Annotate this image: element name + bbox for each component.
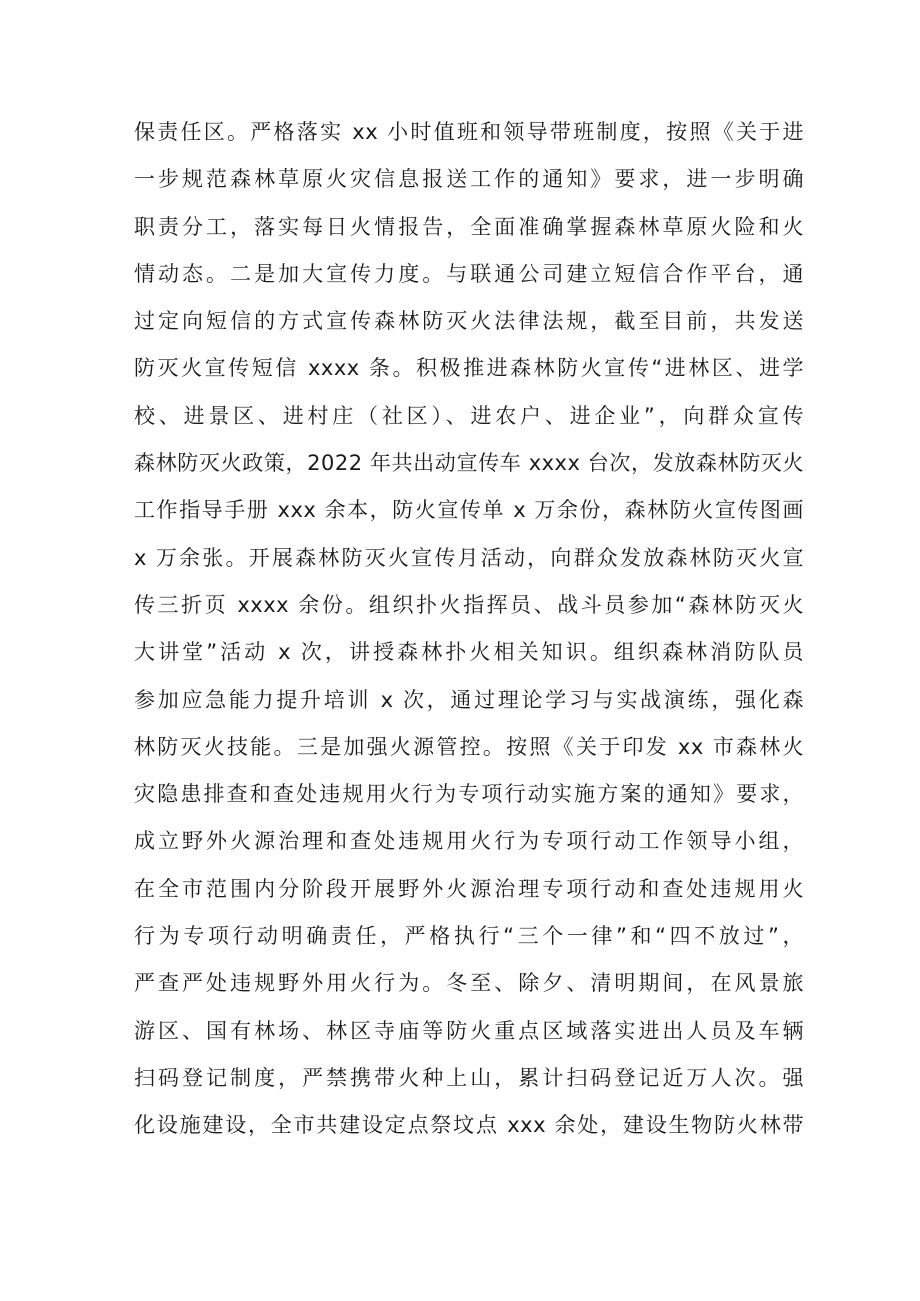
- text-line-21: 扫码登记制度，严禁携带火种上山，累计扫码登记近万人次。强: [134, 1065, 804, 1090]
- text-line-2: 一步规范森林草原火灾信息报送工作的通知》要求，进一步明确: [134, 167, 804, 192]
- text-line-22: 化设施建设，全市共建设定点祭坟点 xxx 余处，建设生物防火林带: [134, 1113, 804, 1138]
- text-line-3: 职责分工，落实每日火情报告，全面准确掌握森林草原火险和火: [134, 214, 804, 239]
- text-line-20: 游区、国有林场、林区寺庙等防火重点区域落实进出人员及车辆: [134, 1018, 804, 1043]
- text-line-4: 情动态。二是加大宣传力度。与联通公司建立短信合作平台，通: [134, 261, 804, 286]
- text-line-16: 成立野外火源治理和查处违规用火行为专项行动工作领导小组，: [134, 829, 804, 854]
- text-line-1: 保责任区。严格落实 xx 小时值班和领导带班制度，按照《关于进: [134, 120, 804, 144]
- text-line-10: x 万余张。开展森林防灭火宣传月活动，向群众发放森林防灭火宣: [134, 545, 804, 570]
- body-paragraph: [134, 109, 804, 1150]
- text-line-11: 传三折页 xxxx 余份。组织扑火指挥员、战斗员参加“森林防灭火: [134, 592, 804, 617]
- text-line-17: 在全市范围内分阶段开展野外火源治理专项行动和查处违规用火: [134, 876, 804, 901]
- text-line-19: 严查严处违规野外用火行为。冬至、除夕、清明期间，在风景旅: [134, 971, 804, 996]
- text-line-5: 过定向短信的方式宣传森林防灭火法律法规，截至目前，共发送: [134, 309, 804, 334]
- text-line-18: 行为专项行动明确责任，严格执行“三个一律”和“四不放过”，: [134, 924, 804, 949]
- text-line-13: 参加应急能力提升培训 x 次，通过理论学习与实战演练，强化森: [134, 687, 804, 712]
- text-line-12: 大讲堂”活动 x 次，讲授森林扑火相关知识。组织森林消防队员: [134, 640, 804, 665]
- text-line-9: 工作指导手册 xxx 余本，防火宣传单 x 万余份，森林防火宣传图画: [134, 498, 804, 523]
- text-line-14: 林防灭火技能。三是加强火源管控。按照《关于印发 xx 市森林火: [134, 734, 804, 759]
- text-line-8: 森林防灭火政策，2022 年共出动宣传车 xxxx 台次，发放森林防灭火: [134, 451, 804, 476]
- text-line-6: 防灭火宣传短信 xxxx 条。积极推进森林防火宣传“进林区、进学: [134, 356, 804, 381]
- text-line-15: 灾隐患排查和查处违规用火行为专项行动实施方案的通知》要求，: [134, 782, 804, 807]
- text-line-7: 校、进景区、进村庄（社区）、进农户、进企业”，向群众宣传: [134, 403, 804, 428]
